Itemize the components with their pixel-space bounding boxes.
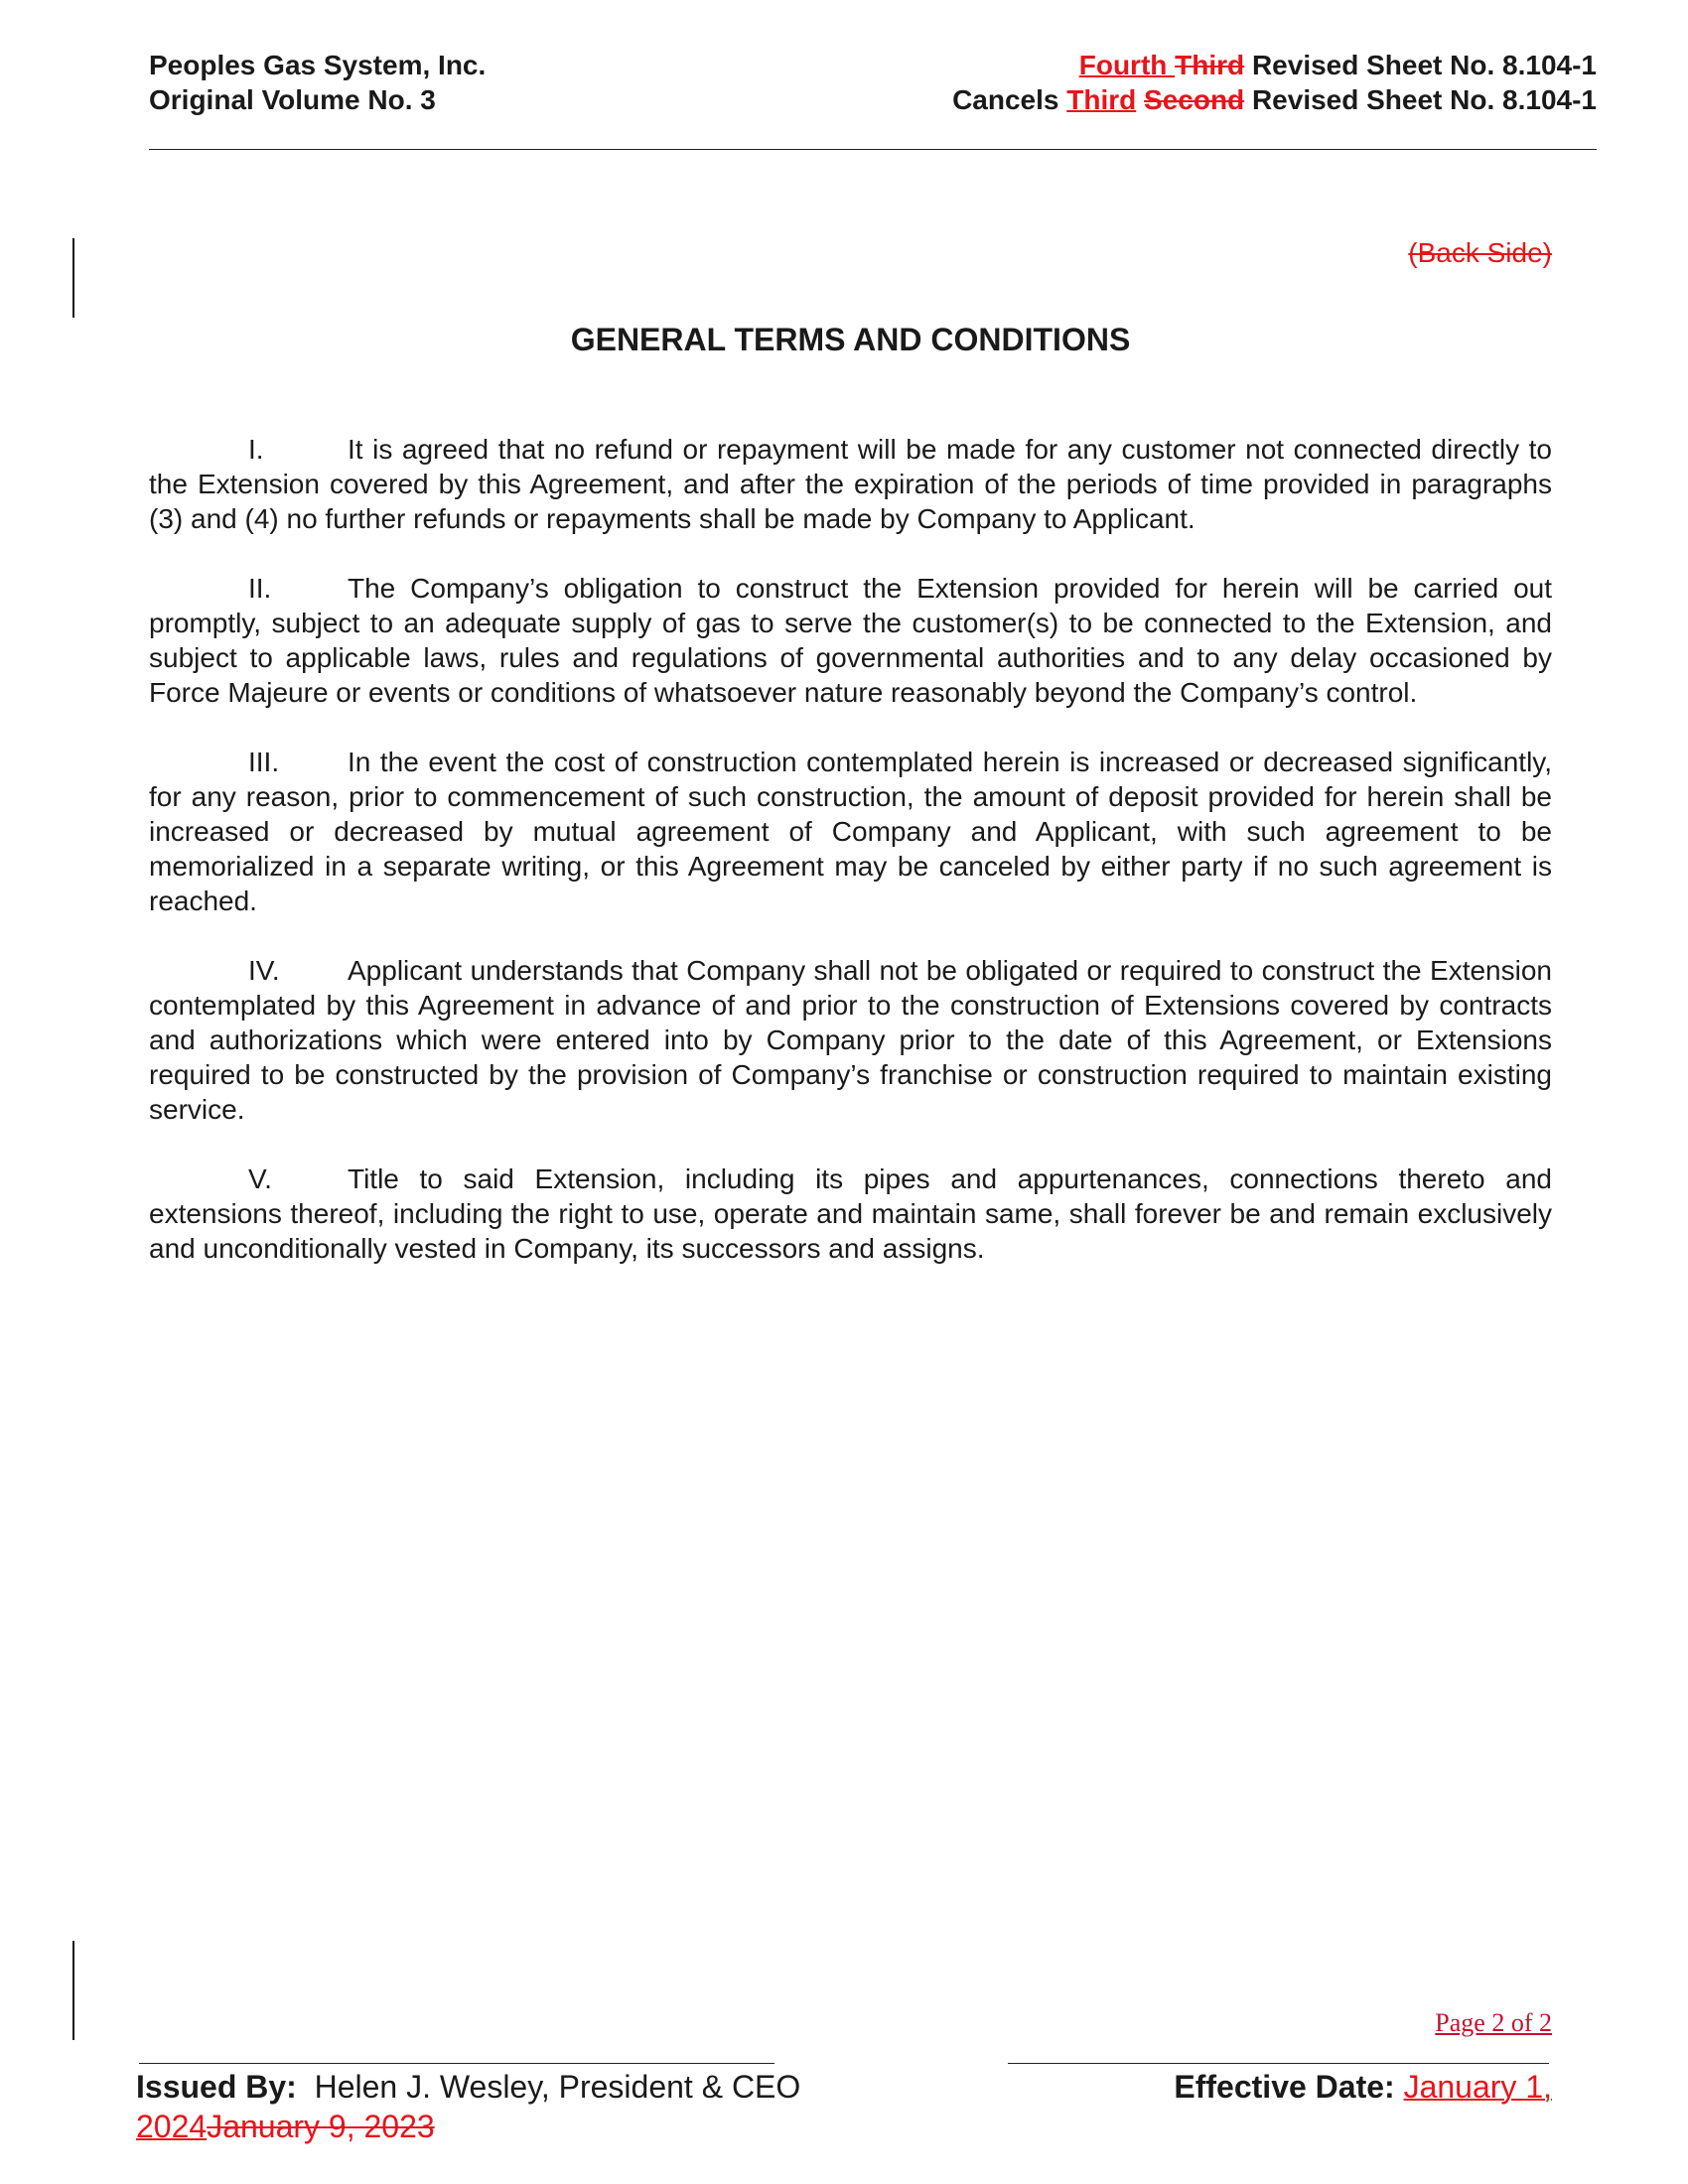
header-right	[952, 48, 1597, 117]
sheet-rest-text: Revised Sheet No. 8.104-1	[1244, 50, 1597, 80]
cancels-rest-text: Revised Sheet No. 8.104-1	[1244, 84, 1597, 115]
term-number: V.	[248, 1163, 272, 1194]
cancels-deleted-text: Second	[1144, 84, 1245, 115]
term-text: It is agreed that no refund or repayment will be made for any customer not connected directly to the Extension covered by this Agreement, and after the expiration of the periods of time provided in paragraphs (3) and (4) no further refunds or repayments shall be made by Company to Applicant.	[149, 434, 1552, 534]
effective-date-inserted: January 1,	[1403, 2069, 1552, 2105]
term-number: III.	[248, 747, 280, 777]
effective-date-label: Effective Date:	[1174, 2069, 1395, 2105]
footer-divider-right	[1008, 2063, 1549, 2064]
terms-body	[149, 432, 1552, 1300]
term-number: IV.	[248, 955, 280, 986]
issued-by-label: Issued By:	[136, 2069, 297, 2105]
effective-date-line	[1174, 2067, 1552, 2107]
footer	[136, 2067, 1552, 2146]
header-left	[149, 48, 486, 117]
change-bar-top	[72, 238, 74, 318]
company-name: Peoples Gas System, Inc.	[149, 50, 487, 80]
sheet-deleted-text: Third	[1175, 50, 1245, 80]
term-text: Title to said Extension, including its pipes and appurtenances, connections thereto and extensions thereof, including the right to use, operate and maintain same, shall forever be and remain exclusively and unconditionally vested in Company, its successors and assigns.	[149, 1163, 1552, 1264]
cancels-inserted-text: Third	[1066, 84, 1137, 115]
term-number: I.	[248, 434, 264, 465]
term-text: In the event the cost of construction contemplated herein is increased or decreased significantly, for any reason, prior to commencement of such construction, the amount of deposit provided for herein shall be increased or decreased by mutual agreement of Company and Applicant, with such agreement to be memorialized in a separate writing, or this Agreement may be canceled by either party if no such agreement is reached.	[149, 747, 1552, 916]
effective-date-continuation	[136, 2107, 1552, 2146]
page-number: Page 2 of 2	[1435, 2008, 1552, 2037]
change-bar-bottom	[72, 1941, 74, 2040]
header-divider	[149, 149, 1597, 150]
cancels-prefix: Cancels	[952, 84, 1067, 115]
term-paragraph-3	[149, 745, 1552, 918]
effective-date-deleted: January 9, 2023	[207, 2109, 435, 2144]
term-text: The Company’s obligation to construct the Extension provided for herein will be carried out promptly, subject to an adequate supply of gas to serve the customer(s) to be connected to the Extension, and subject to applicable laws, rules and regulations of governmental authorities and to any delay occasioned by Force Majeure or events or conditions of whatsoever nature reasonably beyond the Company’s control.	[149, 573, 1552, 708]
back-side-note: (Back Side)	[1408, 237, 1552, 268]
term-number: II.	[248, 573, 272, 604]
footer-divider-left	[139, 2063, 774, 2064]
term-paragraph-1	[149, 432, 1552, 536]
sheet-line	[952, 48, 1597, 82]
cancels-line	[952, 82, 1597, 117]
effective-year-inserted: 2024	[136, 2109, 208, 2144]
term-paragraph-5	[149, 1161, 1552, 1266]
volume-number: Original Volume No. 3	[149, 84, 436, 115]
term-paragraph-4	[149, 953, 1552, 1127]
sheet-inserted-text: Fourth	[1078, 50, 1176, 80]
issued-by-name: Helen J. Wesley, President & CEO	[314, 2069, 801, 2105]
term-text: Applicant understands that Company shall not be obligated or required to construct the Extension contemplated by this Agreement in advance of and prior to the construction of Extensions covered by contracts and authorizations which were entered into by Company prior to the date of this Agreement, or Extensions required to be constructed by the provision of Company’s franchise or construction required to maintain existing service.	[149, 955, 1552, 1125]
term-paragraph-2	[149, 571, 1552, 710]
document-title: GENERAL TERMS AND CONDITIONS	[570, 322, 1131, 357]
